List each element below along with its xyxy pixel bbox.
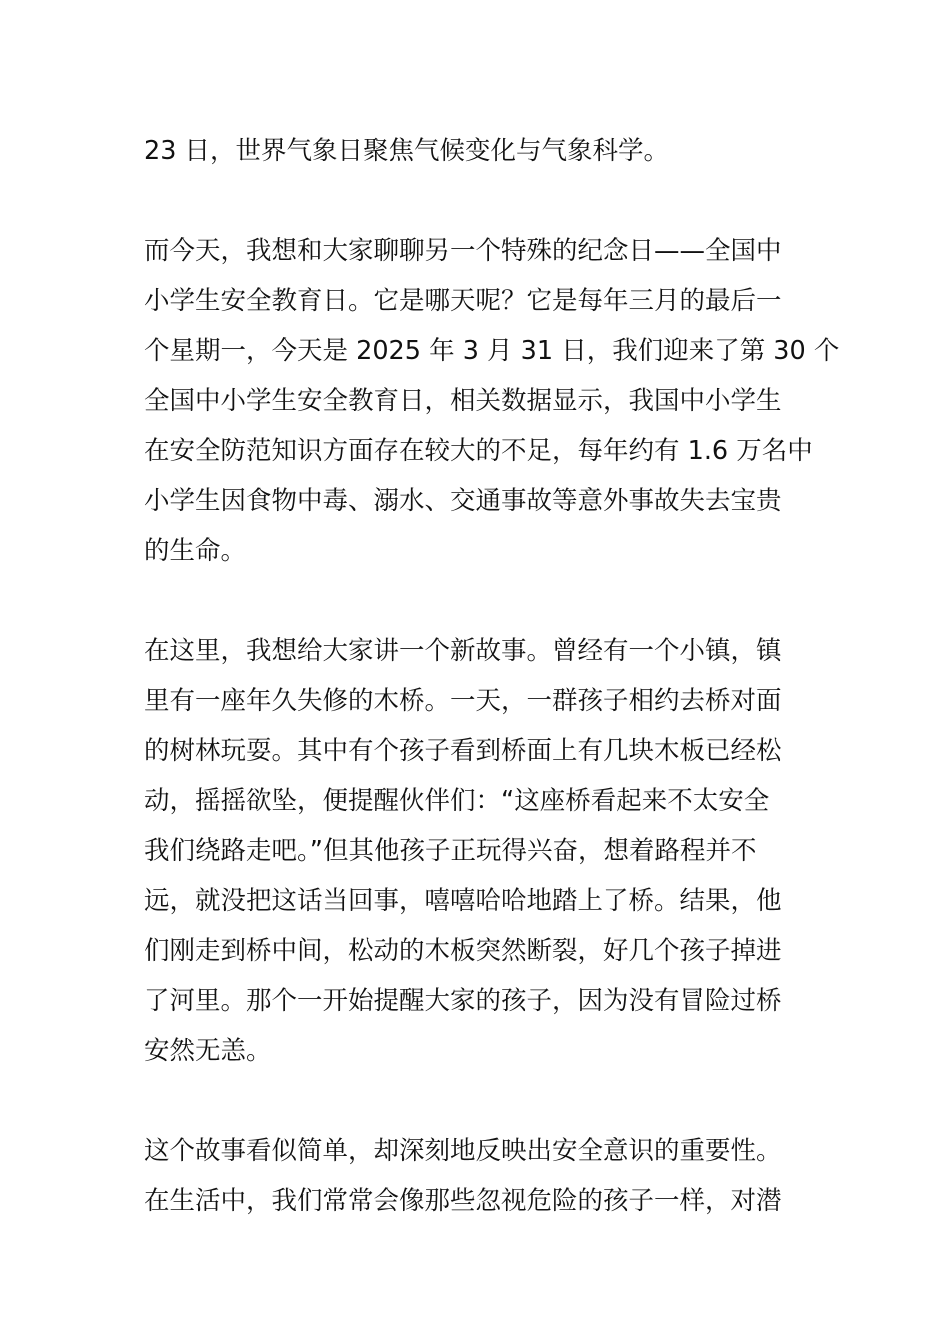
paragraph-1: [144, 126, 812, 176]
text-line: 个星期一，今天是 2025 年 3 月 31 日，我们迎来了第 30 个: [144, 336, 840, 366]
text-line: 里有一座年久失修的木桥。一天，一群孩子相约去桥对面: [144, 686, 782, 716]
text-line: 的生命。: [144, 536, 247, 566]
paragraph-3: [144, 626, 812, 1076]
paragraph-4: [144, 1126, 812, 1226]
text-line: 动，摇摇欲坠，便提醒伙伴们：“这座桥看起来不太安全: [144, 786, 770, 816]
text-line: 在安全防范知识方面存在较大的不足，每年约有 1.6 万名中: [144, 436, 813, 466]
text-line: 23 日，世界气象日聚焦气候变化与气象科学。: [144, 136, 670, 166]
text-line: 全国中小学生安全教育日，相关数据显示，我国中小学生: [144, 386, 782, 416]
text-line: 在这里，我想给大家讲一个新故事。曾经有一个小镇，镇: [144, 636, 782, 666]
text-line: 们刚走到桥中间，松动的木板突然断裂，好几个孩子掉进: [144, 936, 782, 966]
text-line: 小学生因食物中毒、溺水、交通事故等意外事故失去宝贵: [144, 486, 782, 516]
text-line: 我们绕路走吧。”但其他孩子正玩得兴奋，想着路程并不: [144, 836, 757, 866]
paragraph-2: [144, 226, 840, 576]
text-line: 的树林玩耍。其中有个孩子看到桥面上有几块木板已经松: [144, 736, 782, 766]
text-line: 远，就没把这话当回事，嘻嘻哈哈地踏上了桥。结果，他: [144, 886, 782, 916]
text-line: 小学生安全教育日。它是哪天呢？它是每年三月的最后一: [144, 286, 782, 316]
document-body: [144, 126, 840, 1276]
text-line: 而今天，我想和大家聊聊另一个特殊的纪念日——全国中: [144, 236, 782, 266]
text-line: 在生活中，我们常常会像那些忽视危险的孩子一样，对潜: [144, 1186, 782, 1216]
text-line: 这个故事看似简单，却深刻地反映出安全意识的重要性。: [144, 1136, 782, 1166]
text-line: 安然无恙。: [144, 1036, 272, 1066]
text-line: 了河里。那个一开始提醒大家的孩子，因为没有冒险过桥: [144, 986, 782, 1016]
